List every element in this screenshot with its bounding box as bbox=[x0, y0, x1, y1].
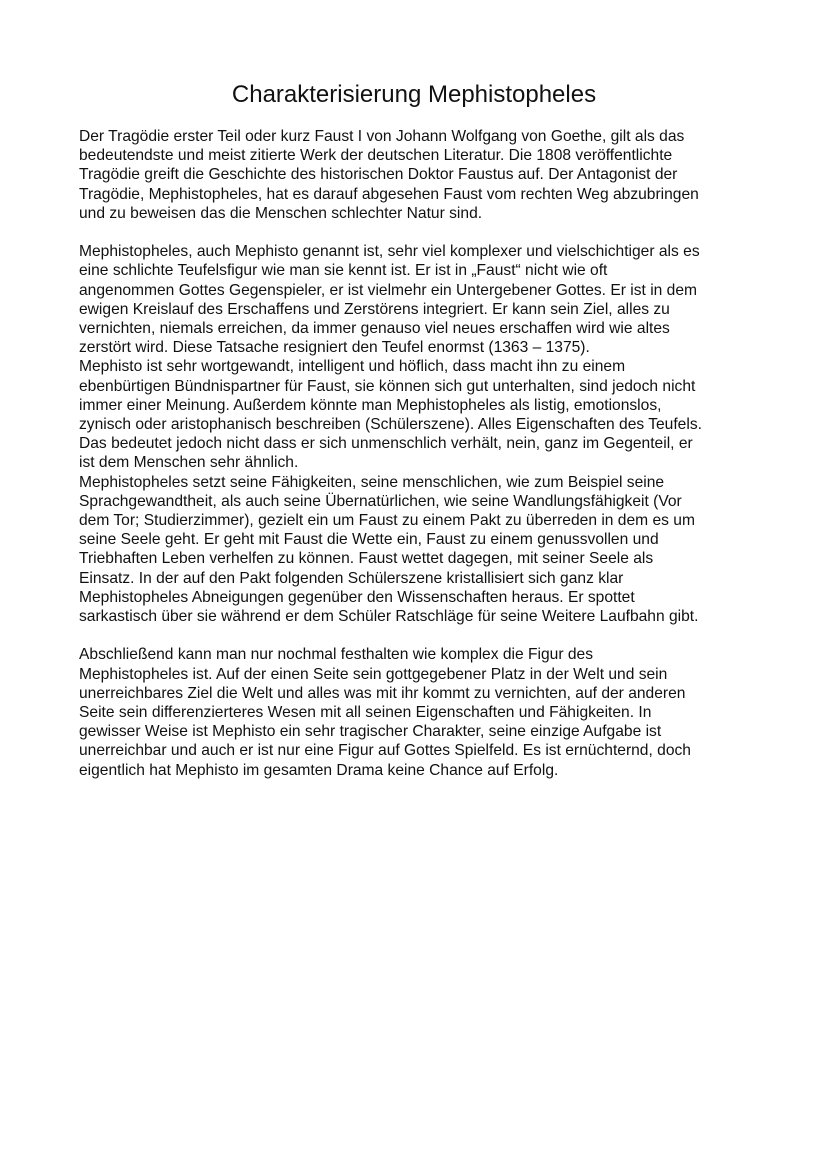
paragraph-pact: Mephistopheles setzt seine Fähigkeiten, seine menschlichen, wie zum Beispiel seine Sprachgewandtheit, als auch seine Übernatürlichen, wie seine Wandlungsfähigkeit (Vor dem Tor; Studierzimmer), gezielt ein um Faust zu einem Pakt zu überreden in dem es um seine Seele geht. Er geht mit Faust die Wette ein, Faust zu einem genussvollen und Triebhaften Leben verhelfen zu können. Faust wettet dagegen, mit seiner Seele als Einsatz. In der auf den Pakt folgenden Schülerszene kristallisiert sich ganz klar Mephistopheles Abneigungen gegenüber den Wissenschaften heraus. Er spottet sarkastisch über sie während er dem Schüler Ratschläge für seine Weitere Laufbahn gibt. bbox=[79, 473, 699, 626]
paragraph-spacer bbox=[79, 626, 751, 645]
paragraph-character-traits: Mephisto ist sehr wortgewandt, intelligent und höflich, dass macht ihn zu einem ebenbürtigen Bündnispartner für Faust, sie können sich gut unterhalten, sind jedoch nicht immer einer Meinung. Außerdem könnte man Mephistopheles als listig, emotionslos, zynisch oder aristophanisch beschreiben (Schülerszene). Alles Eigenschaften des Teufels. Das bedeutet jedoch nicht dass er sich unmenschlich verhält, nein, ganz im Gegenteil, er ist dem Menschen sehr ähnlich. bbox=[79, 358, 702, 472]
paragraph-spacer bbox=[79, 223, 751, 242]
paragraph-conclusion: Abschließend kann man nur nochmal festhalten wie komplex die Figur des Mephistopheles ist. Auf der einen Seite sein gottgegebener Platz in der Welt und sein unerreichbares Ziel die Welt und alles was mit ihr kommt zu vernichten, auf der anderen Seite sein differenzierteres Wesen mit all seinen Eigenschaften und Fähigkeiten. In gewisser Weise ist Mephisto ein sehr tragischer Charakter, seine einzige Aufgabe ist unerreichbar und auch er ist nur eine Figur auf Gottes Spielfeld. Es ist ernüchternd, doch eigentlich hat Mephisto im gesamten Drama keine Chance auf Erfolg. bbox=[79, 646, 691, 779]
paragraph-introduction: Der Tragödie erster Teil oder kurz Faust I von Johann Wolfgang von Goethe, gilt als das bedeutendste und meist zitierte Werk der deutschen Literatur. Die 1808 veröffentlichte Tragödie greift die Geschichte des historischen Doktor Faustus auf. Der Antagonist der Tragödie, Mephistopheles, hat es darauf abgesehen Faust vom rechten Weg abzubringen und zu beweisen das die Menschen schlechter Natur sind. bbox=[79, 128, 699, 222]
document-title: Charakterisierung Mephistopheles bbox=[231, 81, 597, 108]
paragraph-character-role: Mephistopheles, auch Mephisto genannt ist, sehr viel komplexer und vielschichtiger als es eine schlichte Teufelsfigur wie man sie kennt ist. Er ist in „Faust“ nicht wie oft angenommen Gottes Gegenspieler, er ist vielmehr ein Untergebener Gottes. Er ist in dem ewigen Kreislauf des Erschaffens und Zerstörens integriert. Er kann sein Ziel, alles zu vernichten, niemals erreichen, da immer genauso viel neues erschaffen wird wie altes zerstört wird. Diese Tatsache resigniert den Teufel enormst (1363 – 1375). bbox=[79, 243, 700, 357]
document-body bbox=[79, 127, 751, 780]
